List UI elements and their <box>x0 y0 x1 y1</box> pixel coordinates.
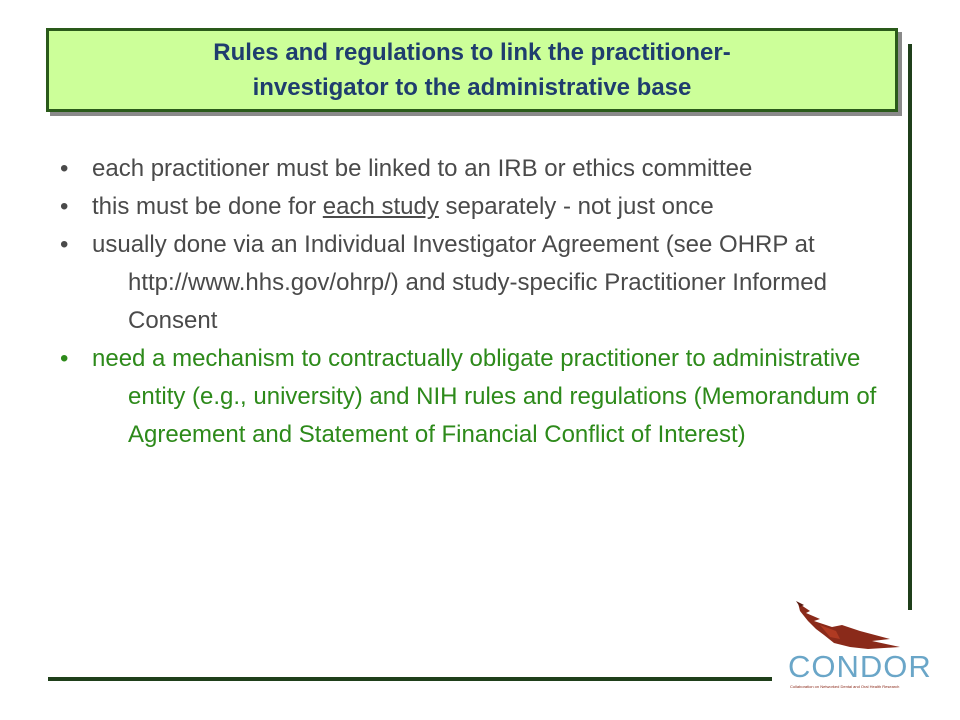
condor-bird-icon <box>780 595 920 655</box>
logo-name: CONDOR <box>788 649 932 684</box>
bullet-list <box>30 150 900 454</box>
bullet-marker: • <box>60 231 69 258</box>
bullet-marker: • <box>60 345 69 372</box>
right-divider <box>908 44 912 610</box>
bullet-text: need a mechanism to contractually obligate practitioner to administrative entity (e.g., university) and NIH rules and regulations (Memorandum of Agreement and Statement of Financial Conflict of Interest) <box>92 345 877 448</box>
bullet-marker: • <box>60 193 69 220</box>
bullet-text: usually done via an Individual Investigator Agreement (see OHRP at http://www.hhs.gov/ohrp/) and study-specific Practitioner Informed Consent <box>92 231 827 334</box>
bullet-item-highlighted <box>30 340 900 454</box>
bullet-item <box>30 150 900 188</box>
logo-tagline: Collaboration on Networked Dental and Oral Health Research <box>790 684 900 689</box>
slide-title-line-1: Rules and regulations to link the practitioner- <box>213 39 731 66</box>
bullet-text: each practitioner must be linked to an IRB or ethics committee <box>92 155 753 182</box>
bullet-text-after: separately - not just once <box>438 193 714 220</box>
bullet-item <box>30 226 900 340</box>
slide-title-line-2: investigator to the administrative base <box>252 74 692 101</box>
bullet-underlined-text: each study <box>322 193 439 220</box>
bullet-item <box>30 188 900 226</box>
bullet-marker: • <box>60 155 69 182</box>
bullet-text-before: this must be done for <box>92 193 323 220</box>
slide-title <box>46 28 898 112</box>
bottom-divider <box>48 677 772 681</box>
condor-logo <box>780 595 932 695</box>
